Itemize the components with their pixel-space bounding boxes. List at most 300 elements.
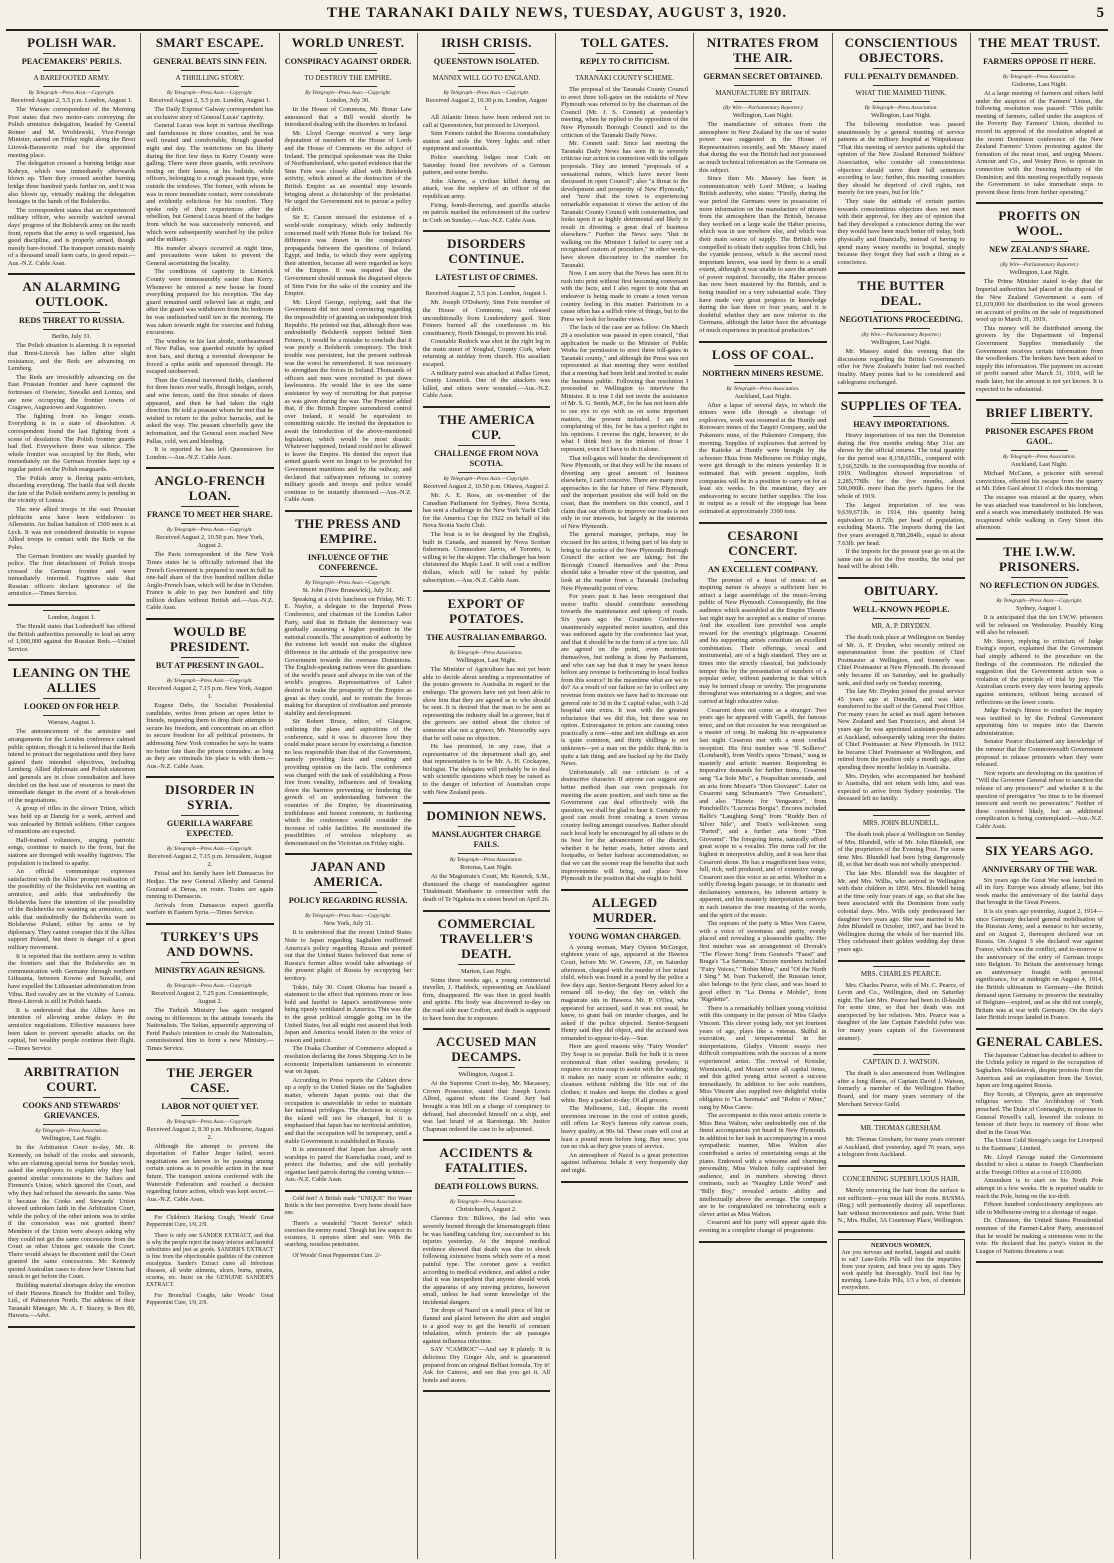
article bbox=[8, 1064, 135, 1320]
paragraph: The fighting front no longer exists. Everything is in a state of dissolution. A correspondent found the last fighting front a scene of desolation. The Polish frontier guards had fled. Everywhere there was silence. The whole frontier was occupied by the Reds, who immediately on the German frontier kept up a regular patrol on the Polish rearguards. bbox=[8, 412, 136, 473]
article-subhead: WHAT THE MAIMED THINK. bbox=[855, 89, 947, 97]
paragraph: The death took place at Wellington on Sunday of Mr. A. P. Dryden, who recently retired on superannuation from the position of Chief Postmaster at Wellington, and formerly was Chief Postmaster at New Plymouth. He deceased only became ill on Saturday, and he gradually sank, and died early on Sunday morning. bbox=[837, 633, 965, 687]
article-subhead: PEACEMAKERS' PERILS. bbox=[21, 57, 122, 66]
divider bbox=[873, 1054, 930, 1055]
article-credit: By Telegraph—Press Association. bbox=[35, 1128, 109, 1135]
paragraph: Mr. Thomas Gresham, for many years coroner at Auckland, died yesterday, aged 76 years, says a telegram from Auckland. bbox=[837, 1136, 965, 1159]
paragraph: That toll-gates will hinder the development of New Plymouth, or that they will be the means of diverting any great amount of business elsewhere, I can't conceive. There are many more approaches to the far future of New Plymouth, and the important position she will hold on the coast, than the members on this council, and I claim that our efforts to improve our roads is not only in our interests, but largely in the interests of New Plymouth. bbox=[561, 454, 689, 530]
article-dateline: Wellington, August 2. bbox=[458, 1071, 515, 1079]
paragraph: It is reported that the northern army is within the frontiers and that the Bolsheviks are in communication with Germany through northern Lithuania, between Kowno and Suwalki, and have expelled the Lithuanian administration from Vilna. Red cavalry are in the vicinity of Lomza. Brest-Litovsk is still in Polish hands. bbox=[8, 952, 136, 1006]
divider bbox=[734, 365, 791, 366]
article-dateline: Received August 2, 10.50 p.m. Ottawa, August 2. bbox=[423, 483, 550, 491]
article bbox=[976, 35, 1103, 196]
divider bbox=[181, 979, 238, 980]
section-rule bbox=[8, 1326, 135, 1328]
article-headline: ACCUSED MAN DECAMPS. bbox=[436, 1034, 537, 1065]
paragraph: Fifteen hundred confectionery employees are idle in Melbourne owing to a shortage of sugar. bbox=[975, 1201, 1103, 1216]
divider bbox=[43, 329, 100, 330]
article-subhead: INFLUENCE OF THE CONFERENCE. bbox=[307, 552, 389, 572]
article-subhead: ANNIVERSARY OF THE WAR. bbox=[981, 864, 1097, 874]
article-dateline: Auckland, Last Night. bbox=[734, 392, 792, 400]
section-rule bbox=[838, 1231, 965, 1233]
article-dateline: Wellington, Last Night. bbox=[456, 657, 517, 665]
section-rule bbox=[976, 1028, 1103, 1030]
paragraph: The Osaka Chamber of Commerce adopted a resolution declaring the Jones Shipping Act to be economic Imperialism tantamount to economic war on Japan. bbox=[284, 1045, 412, 1076]
paragraph: For years past it has been recognised that motor traffic should contribute something towards the maintenance and upkeep of roads. Six years ago the Counties Conference unanimously supported motor taxation, and this was endorsed again by the conference last year, and that it should be in the form of a tyre tax. All are agreed on the point, even motorists themselves, but nothing is done by Parliament, and who can say but that it may be years hence before any revenue is forthcoming to local bodies from this source? In the meantime what are we to do? As a result of our failure so far to collect any revenue from motors we have had to increase our general rate to 3d in the £ capital value, with 1-2d hospital rate extra. It was with the greatest reluctance that we did this, but there was no option. Extravagance in prices are causing rates practically a rent—nine and ten shillings an acre is quite common, and thirty shillings is not unknown—yet a man on the public think this is quite a fair thing, and are backed up by the Daily News. bbox=[561, 593, 689, 768]
article-headline: NITRATES FROM THE AIR. bbox=[706, 35, 820, 65]
paragraph: Mr. Lloyd George received a very large deputation of members of the House of Lords and the House of Commons on the subject of Ireland. The principal spokesman was the Duke of Northumberland, who quoted evidence that the Sinn Fein was closely allied with Bolshevik activity, which aimed at the destruction of the British Empire as an essential step towards bringing about a dictatorship of the proletariat. He urged the Government not to pursue a policy of drift. bbox=[284, 129, 412, 213]
divider bbox=[458, 445, 515, 446]
paragraph: Mrs. Charles Pearce, wife of Mr. C. Pearce, of Levin and Co., Wellington, died on Saturday night. The late Mrs. Pearce had been in ill-health for some time, so that her death was not unexpected by her relatives. Mrs. Pearce was a daughter of the late Captain Fairchild (who was for many years captain of the Government steamer). bbox=[837, 981, 965, 1042]
article-dateline: Received August 2, 7.25 p.m. Constantinople, August 2. bbox=[151, 989, 269, 1005]
article-headline: PROFITS ON WOOL. bbox=[998, 208, 1081, 239]
divider bbox=[1011, 450, 1068, 451]
divider bbox=[1011, 241, 1068, 242]
article-credit: By Telegraph—Press Association. bbox=[449, 857, 523, 864]
article-headline: SUPPLIES OF TEA. bbox=[840, 398, 962, 414]
paragraph: Since then Mr. Massey has been in communication with Lord Milner, a leading British authority, who states: "Firstly, during the war period the Germans were in possession of more information on the manufacture of nitrates from the atmosphere than the British, because they worked on a large scale the Haber process, which was in use nowhere else, and which was their main source of supply. The British were compelled to obtain their supplies from Chili, but the cyanide process, which is the second most important known, was used by them to a small extent, although it was unable to save the amount of power required. Secondly, the Haber process has now been mastered by the British, and is being installed on a very substantial scale. They have made very great progress in knowledge during the last three or four years, and it is doubtful whether they are now inferior to the Germans, although the latter have the advantage of much experience in practical production." bbox=[699, 175, 827, 335]
divider bbox=[873, 1120, 930, 1121]
paragraph: General Lucas was kept in various dwellings and farmhouses in three counties, and he was well treated and comfortable, though guarded night and day. The restrictions on his liberty during the first few days in Kerry County were galling. There were three guards, with revolvers resting on their knees, at his bedside, while officers, belonging to a rough peasant type, were outside the windows. The former, with whom he was in more immediate contact, were considerate and evidently solicitous for his comfort. They spoke only of their experiences after the rebellion, but General Lucas heard of the badges from which he was successively removed, and which were subsequently searched by the police and the military. bbox=[146, 122, 274, 244]
divider bbox=[43, 698, 100, 699]
paragraph: An official communique expresses satisfaction with the Allies' prompt realisation of the possibility of the Bolsheviks not wanting an armistice, and adds that undoubtedly the Bolsheviks have the intention of the possibility of the Bolsheviks not wanting an armistice, and adds that undoubtedly the Bolsheviks want to Bolshevise Poland, either by arms or by diplomacy. They cannot conquer this if the Allies support Poland, but there is danger of a great military movement. bbox=[8, 868, 136, 952]
divider bbox=[320, 576, 377, 577]
article bbox=[423, 412, 550, 584]
divider bbox=[458, 1195, 515, 1196]
section-rule bbox=[285, 510, 412, 512]
article-subhead: MRS. JOHN BLUNDELL. bbox=[862, 819, 940, 827]
article bbox=[838, 1171, 965, 1225]
divider bbox=[320, 909, 377, 910]
columns bbox=[6, 33, 1108, 1559]
divider bbox=[458, 53, 515, 54]
divider bbox=[458, 1178, 515, 1179]
column-3 bbox=[279, 33, 417, 1559]
article bbox=[423, 236, 550, 400]
paragraph: The Minister of Agriculture has not yet been able to decide about sending a representative of the potato growers to Australia in regard to the embargo. The growers have not yet been able to show him that they are agreed as to who should be sent. It is desired that the man to be sent as representing the industry shall be a grower, but if the growers are united about the choice of someone else not a grower, Mr. Nosworthy says that he will raise no objection. bbox=[422, 666, 550, 742]
article-subhead: WELL-KNOWN PEOPLE. bbox=[852, 604, 950, 614]
section-rule bbox=[699, 341, 826, 343]
article-dateline: Rotorua, Last Night. bbox=[460, 864, 513, 872]
divider bbox=[43, 53, 100, 54]
article-headline: EXPORT OF POTATOES. bbox=[447, 596, 526, 627]
article bbox=[423, 35, 550, 224]
divider bbox=[873, 618, 930, 619]
article-subhead: HEAVY IMPORTATIONS. bbox=[853, 420, 950, 430]
article-headline: DISORDERS CONTINUE. bbox=[447, 236, 526, 267]
divider bbox=[320, 53, 377, 54]
section-rule bbox=[146, 1209, 273, 1211]
article-dateline: Wellington, Last Night. bbox=[871, 339, 932, 347]
paragraph: Constable Rudock was shot in the right leg in the main street of Youghal, County Cork, when returning at midday from church. His assailant escaped. bbox=[422, 338, 550, 369]
paragraph: Mr. Lloyd George stated the Government decided to elect a statue to Joseph Chamberlain at the Foreign Office at a cost of £10,000. bbox=[975, 1153, 1103, 1176]
article bbox=[423, 808, 550, 903]
section-rule bbox=[838, 577, 965, 579]
article-dateline: Marton, Last Night. bbox=[460, 967, 512, 975]
article-subhead: QUEENSTOWN ISOLATED. bbox=[433, 57, 539, 66]
paragraph: Firing, bomb-throwing, and guerilla attacks on patrols marked the enforcement of the curfew in Cork on Sunday.—Aus.-N.Z. Cable Assn. bbox=[422, 201, 550, 224]
article-credit: By Telegraph—Press Assn.—Copyright. bbox=[166, 527, 253, 534]
paragraph: The new allied troops in the east Prussian plebiscite area have been withdrawn to Allenstein. An Italian battalion of 1500 men is at Lyck. It was not considered desirable to expose Allied troops to contact with the Reds or the Poles. bbox=[8, 505, 136, 551]
paragraph: The facts of the case are as follow: On March 29 a resolution was passed in open council, "that application be made to the Minister of Public Works for permission to erect three toll-gates in Taranaki county," and although the Press was not represented at that meeting they were notified that a meeting had been held and invited to make the business public. Following that resolution I proceeded to Wellington to interview the Minister. It is true I did not invite the assistance of Mr. S. G. Smith, M.P., for he has not been able to see eye to eye with us on some important matters, the present included. I am not complaining of this, for he has a perfect right to his opinions. I reverse the right, however, to do what I think best in the interest of those I represent, even if I have to do it alone. bbox=[561, 324, 689, 453]
article-headline: ALLEGED MURDER. bbox=[591, 894, 658, 925]
section-rule bbox=[8, 659, 135, 661]
divider bbox=[873, 101, 930, 102]
paragraph: The boat is to be designed by the English, built in Canada, and manned by Nova Scotian fishermen. Commodore Jarvis, of Toronto, is willing to be the skipper. The challenger has been christened the Maple Leaf. It will cost a million dollars, which will be raised by public subscription.—Aus.-N.Z. Cable Assn. bbox=[422, 531, 550, 584]
divider bbox=[43, 715, 100, 716]
paragraph: At the Supreme Court to-day, Mr. Macassey, Crown Prosecutor, stated that Joseph Lewis Alfred, against whom the Grand Jury had brought a true bill on a charge of conspiracy to defraud, had absconded himself on a ship, and was last heard of at Rarotonga. Mr. Justice Chapman ordered the case to be adjourned. bbox=[422, 1080, 550, 1133]
article-credit: By Telegraph—Press Association. bbox=[1002, 454, 1076, 461]
paragraph: Senator Pearce disclaimed any knowledge of the rumour that the Commonwealth Government proposed to release prisoners when they were released. bbox=[975, 738, 1103, 769]
article-dateline: Received August 2, 7.15 p.m. New York, August 1. bbox=[147, 685, 273, 701]
article bbox=[838, 398, 965, 571]
divider bbox=[181, 523, 238, 524]
paragraph: Mr. Massey stated this evening that the discussions regarding the British Government's offer for New Zealand's butter had not reached finality. Many points had to be considered and cablegrams exchanged. bbox=[837, 348, 965, 386]
article-subhead: BUT AT PRESENT IN GAOL. bbox=[155, 661, 264, 671]
paragraph: Sinn Feiners raided the Roscrea constabulary station and stole the Verey lights and other equipment and essentials. bbox=[422, 130, 550, 153]
divider bbox=[458, 646, 515, 647]
paragraph: A young woman, Mary Oyston McGregor, eighteen years of age, appeared at the Hawera Court, before Mr. W. Cowern, J.P., on Saturday afternoon, charged with the murder of her infant child, which was found in a pond by the police a few days ago. Senior-Sergeant Henry asked for a remand till to-day, the day on which the magistrate sits in Hawera. Mr. P. O'Dea, who appeared for accused, said it was not usual, he knew, to grant bail on murder charges, and he asked if the police objected. Senior-Sergeant Henry said they did object, and the accused was remanded to appear to-day.—Star. bbox=[561, 943, 689, 1042]
divider bbox=[873, 68, 930, 69]
article bbox=[146, 624, 273, 770]
advertisement: For Children's Hacking Cough, Woods' Great Peppermint Cure, 1/9, 2/9. bbox=[146, 1215, 274, 1229]
article bbox=[838, 583, 965, 803]
section-rule bbox=[561, 1181, 688, 1183]
article-credit: By Telegraph—Press Assn.—Copyright. bbox=[166, 982, 253, 989]
article-credit: By Telegraph—Press Assn.—Copyright. bbox=[305, 579, 392, 586]
paragraph: The Prime Minister stated to-day that the Imperial authorities had placed at the disposal of the New Zealand Government a sum of £1,619,000 for distribution to the wool growers on account of profits on the sale of requisitioned wool up to March 31, 1919. bbox=[975, 278, 1103, 324]
article-subhead: THE AUSTRALIAN EMBARGO. bbox=[426, 633, 547, 643]
article-headline: TOLL GATES. bbox=[580, 35, 669, 50]
divider bbox=[320, 892, 377, 893]
article bbox=[838, 35, 965, 266]
article-headline: ANGLO-FRENCH LOAN. bbox=[154, 473, 266, 504]
article-dateline: Sydney, August 1. bbox=[1016, 604, 1063, 612]
article-subhead: REPLY TO CRITICISM. bbox=[579, 57, 670, 66]
article-credit: (By Wire.—Parliamentary Reporter.) bbox=[723, 105, 803, 111]
article-dateline: Received August 2, 8.30 p.m. Melbourne, August 2. bbox=[146, 1125, 274, 1141]
article bbox=[838, 1120, 965, 1159]
section-rule bbox=[8, 1058, 135, 1060]
column-7 bbox=[832, 33, 970, 1559]
section-rule bbox=[8, 273, 135, 275]
article bbox=[285, 859, 412, 1184]
divider bbox=[43, 610, 100, 611]
article-subhead: CONCERNING SUPERFLUOUS HAIR. bbox=[842, 1175, 960, 1183]
paragraph: Unfortunately all our criticism is of a destructive character. If anyone can suggest any better method than our own proposals for meeting the acute position, and such time as the Government can deal effectively with the question, we shall be glad to hear it. Certainly no good can result from creating a town versus country feeling amongst ourselves. Rather should each local body be encouraged by all others to do its best for the advancement of the district, whether it be better roads, better streets and footpaths, or better harbour accommodation, so that we can the sooner reap the benefits that such improvements will bring, and place New Plymouth in the position that she ought to hold. bbox=[561, 768, 689, 883]
advertisement: Of Woods' Great Peppermint Cure. 2/- bbox=[292, 1253, 382, 1260]
divider bbox=[43, 86, 100, 87]
section-rule bbox=[423, 1028, 550, 1030]
section-rule bbox=[423, 1139, 550, 1141]
column-8 bbox=[970, 33, 1108, 1559]
divider bbox=[181, 815, 238, 816]
section-rule bbox=[838, 272, 965, 274]
article bbox=[838, 966, 965, 1043]
article-dateline: Received August 2, 7.15 p.m. Jerusalem, August 2. bbox=[147, 853, 272, 869]
article-headline: COMMERCIAL TRAVELLER'S DEATH. bbox=[437, 915, 536, 961]
article-dateline: Christchurch, August 2. bbox=[456, 1206, 517, 1214]
paragraph: At a large meeting of farmers and others held under the auspices of the Farmers' Union, the following resolution was passed: "This public meeting of farmers, called under the auspices of the Poverty Bay Farmers' Union, decided to record its approval of the resolution adopted at the recent Dominion conference of the New Zealand Farmers' Union protesting against the formation of the meat trust, and urging Messrs. Armour and Co., and Vestey Bros. to operate in connection with the freezing industry of the Dominion; and this meeting respectfully requests the Government to take immediate steps to prevent these firms from further operating." bbox=[975, 90, 1103, 196]
paragraph: The Japanese Cabinet has decided to adhere to the Uchida policy in regard to the occupation of Saghalien. Nikolaievsk, despite protests from the Americas and an explanation from the Soviet, Japan are long against Russia. bbox=[975, 1051, 1103, 1090]
divider bbox=[734, 68, 791, 69]
paragraph: The late Mr. Dryden joined the postal service 45 years ago at Dunedin, and was later transferred to the staff of the General Post Office. For many years he acted as mail agent between New Zealand and San Francisco, and about 14 years ago he was appointed assistant-postmaster at Auckland, subsequently taking over the duties of Chief Postmaster at New Plymouth. In 1912 he became Chief Postmaster at Wellington, and retired from the position only a month ago, after spending three months' holiday in Australia. bbox=[837, 688, 965, 772]
divider bbox=[458, 964, 515, 965]
article-headline: GENERAL CABLES. bbox=[976, 1033, 1103, 1049]
article-subhead: CONSPIRACY AGAINST ORDER. bbox=[284, 57, 412, 66]
article-credit: By Telegraph—Press Association. bbox=[449, 1199, 523, 1206]
article-headline: SIX YEARS AGO. bbox=[985, 842, 1094, 858]
paragraph: The announcement of the armistice and arrangements for the London conference calmed public opinion, though it is believed that the Reds intend to protract the negotiations until they have gained their intended objectives, including Lemberg. Allied diplomats and Polish statesmen and generals are in close consultation and have decided on the best use of resources to meet the immediate danger in the event of a break-down of the negotiations. bbox=[8, 728, 136, 804]
divider bbox=[458, 853, 515, 854]
paragraph: The delegation crossed a burning bridge near Kobryn, which was immediately afterwards blown up. Then they crossed another burning bridge three hundred yards further on, and it was also blown up, virtually making the delegation hostages in the hands of the Bolsheviks. bbox=[8, 160, 136, 206]
article-headline: CESARONI CONCERT. bbox=[727, 527, 799, 558]
article-headline: DOMINION NEWS. bbox=[426, 808, 547, 824]
article-dateline: Gisborne, Last Night. bbox=[1011, 81, 1068, 88]
paragraph: Amundsen is to start on his North Pole attempt in a few weeks. He is reported unable to reach the Pole, being on the ice-drift. bbox=[975, 1177, 1103, 1200]
section-rule bbox=[423, 230, 550, 232]
section-rule bbox=[146, 923, 273, 925]
paragraph: They state the attitude of certain parties towards conscientious objectors does not meet with their approval, for they are of opinion that had they developed a conscience during the war they would have been much better off today, both physically and financially, instead of having to spend many weary months in hospital, simply because they forgot they had such a thing as a conscience. bbox=[837, 197, 965, 266]
paragraph: According to Press reports the Cabinet drew up a reply to the United States on the Saghalien matter, wherein Japan points out that the occupation is unavoidable in order to maintain her national privileges. The decision to occupy the island will not be changed, but it is emphasised that Japan has no territorial ambition, and that the occupation will be temporary, until a stable Government is established in Russia. bbox=[284, 1076, 412, 1145]
article-subhead: FARMERS OPPOSE IT HERE. bbox=[983, 57, 1096, 66]
paragraph: New reports are developing on the question of "Will the Governor General refuse to sanction the release of any prisoners?" and whether it is the question of prerogative "no time is to be doomed innocent and worth no persecution." Neither of these considered likely, but an additional complication is being contemplated.—Aus.-N.Z. Cable Assn. bbox=[975, 769, 1103, 830]
divider bbox=[734, 85, 791, 86]
paragraph: Ter drops of Nazol on a small piece of lint or flannel and placed between the shirt and singlet is a good way to get the benefit of constant inhalation, which protects the air passages against influenza infection. bbox=[422, 1307, 550, 1345]
article bbox=[423, 1145, 550, 1384]
article-subhead: TARANAKI COUNTY SCHEME. bbox=[575, 74, 674, 82]
article-subhead: MINISTRY AGAIN RESIGNS. bbox=[154, 965, 265, 975]
article-credit: By Telegraph—Press Assn.—Copyright. bbox=[443, 476, 530, 483]
divider bbox=[43, 312, 100, 313]
advertisement: There is only one SANDER EXTRACT, and that is why the people reject the many inferior and harmful substitutes and just as goods. SANDER'S EXTRACT is free from the objectionable qualities of the common eucalyptus. Sander's Extract cures all infectious diseases, all wider ailments, ulcers, burns, sprains, eczema, etc. Insist on the GENUINE SANDER'S EXTRACT. bbox=[146, 1233, 274, 1289]
divider bbox=[458, 269, 515, 270]
article-dateline: Berlin, July 31. bbox=[51, 333, 92, 341]
section-rule bbox=[285, 853, 412, 855]
article-subhead: FULL PENALTY DEMANDED. bbox=[844, 72, 959, 81]
paragraph: The conditions of captivity in Limerick County were immeasurably easier than Kerry. Whenever he entered a new house he found everything prepared for his reception. The day guard remained until relieved late at night, and after the guard was withdrawn from his bedroom he was undisturbed until ten in the morning. He was taken towards night for exercise and fishing excursions. bbox=[146, 268, 274, 337]
article-dateline: Warsaw, August 1. bbox=[47, 719, 96, 727]
paragraph: Speaking at a civic luncheon on Friday, Mr. T. E. Naylor, a delegate to the Imperial Press Conference, and chairman of the London Labor Party, said that in Britain the democracy was gradually assuming a higher position in the national councils. The assumption of authority by the extreme left would not make the slightest difference in the attitude of the prospective new Government towards the overseas Dominions. The English-speaking nations were the guardians of the world's peace and always in the van of the world's progress. Representatives of Labor desired to make the prosperity of the Empire as great as they could, and to restrain the forces making for disruption of civilisation and promote stability and development. bbox=[284, 595, 412, 717]
paragraph: Six years ago the Great War was launched in all its fury. Europe was already aflame, but this week marks the anniversary of the fateful days that brought in the Great Powers. bbox=[975, 876, 1103, 907]
advertisement: For Bronchial Coughs, take Woods' Great Peppermint Cure, 1/9, 2/9. bbox=[146, 1293, 274, 1307]
divider bbox=[1011, 861, 1068, 862]
article-headline: ARBITRATION COURT. bbox=[23, 1064, 120, 1095]
paragraph: The Reds are irresistibly advancing on the East Prussian frontier and have captured the fortresses of Osowiec, Suwalki and Lomza, and are now occupying the frontier towns of Cragewo, Augustowo and Augustowo. bbox=[8, 373, 136, 412]
divider bbox=[873, 1171, 930, 1172]
advertisements bbox=[285, 1196, 412, 1260]
article-subhead: MANNIX WILL GO TO ENGLAND. bbox=[432, 74, 541, 82]
article-dateline: Received August 2, 5.5 p.m. London, August 1. bbox=[10, 97, 133, 104]
paragraph: The Daily Express' Galway correspondent has an exclusive story of General Lucas' captivity. bbox=[146, 106, 274, 121]
divider bbox=[458, 629, 515, 630]
column-6 bbox=[693, 33, 831, 1559]
article-subhead: REDS THREAT TO RUSSIA. bbox=[18, 316, 125, 326]
paragraph: The German frontiers are weakly guarded by police. The first detachment of Polish troops crossed the German frontier and were immediately interned. Fugitives state that Russian officers declare ignorance of the armistice.—Times Service. bbox=[8, 552, 136, 598]
paragraph: The Polish army is fleeing panic-stricken, discarding everything. The battle that will decide the fate of the Polish northern army is pending in the vicinity of Lomza. bbox=[8, 474, 136, 505]
divider bbox=[458, 286, 515, 287]
article-credit: By Telegraph—Press Assn.—Copyright. bbox=[166, 846, 253, 853]
column-5 bbox=[555, 33, 693, 1559]
article-credit: By Telegraph—Press Association. bbox=[1002, 74, 1076, 80]
paragraph: The manufacture of nitrates from the atmosphere in New Zealand by the use of water power was suggested in the House of Representatives recently, and Mr. Massey stated that during the war the British had not possessed as much technical information as the Germans on this subject. bbox=[699, 121, 827, 174]
article-headline: BRIEF LIBERTY. bbox=[985, 405, 1093, 421]
paragraph: Sir Robert Bruce, editor, of Glasgow, outlining the plans and aspirations of the conference, said it was to discover how they could make peace secure by exercising a function no less responsible than that of the Government, namely providing facts and creating and providing opinion on the facts. The conference was charged with the task of establishing a Press free from venality, influences and of breaking down the barriers preventing or hindering the growth of an understanding between the countries of the Empire, by disseminating truthfulness and honest comment, in furthering which the conference would consider the increase of cable facilities. He mentioned the possibilities of wireless telephony as demonstrated on the Victorian on Friday night. bbox=[284, 718, 412, 847]
article-subhead: CHALLENGE FROM NOVA SCOTIA. bbox=[434, 449, 539, 469]
paragraph: Although the attempt to prevent the deportation of Father Jerger failed, secret negotiations are known to be passing among certain unions as to possible action in the near future. The transport unions conferred with the Waterside Federation and reached a decision regarding future action, which was kept secret.—Aus.-N.Z. Cable Assn. bbox=[146, 1142, 274, 1203]
article-subhead: MANSLAUGHTER CHARGE FAILS. bbox=[431, 830, 541, 850]
article-credit: By Telegraph—Press Association. bbox=[864, 105, 938, 111]
article-credit: By Telegraph—Press Assn.—Copyright. bbox=[166, 678, 253, 685]
divider bbox=[1011, 423, 1068, 424]
article bbox=[146, 929, 273, 1053]
article-credit: By Telegraph—Press Assn.—Copyright. bbox=[166, 90, 253, 96]
section-rule bbox=[838, 392, 965, 394]
divider bbox=[458, 472, 515, 473]
paragraph: In the House of Commons, Mr. Bonar Law announced that a Bill would shortly be introduced dealing with the disorders in Ireland. bbox=[284, 106, 412, 129]
article bbox=[146, 1065, 273, 1204]
paragraph: Cesaroni and his party will appear again this evening in a complete change of programme. bbox=[699, 1219, 827, 1234]
divider bbox=[596, 53, 653, 54]
paragraph: The Polish situation is alarming. It is reported that Brest-Litovsk has fallen after slight resistance, and the Reds are advancing on Lemberg. bbox=[8, 342, 136, 373]
article-headline: IRISH CRISIS. bbox=[441, 35, 532, 50]
article-dateline: London, August 1. bbox=[47, 614, 96, 622]
article-dateline: Received August 2, 5.5 p.m. London, August 1. bbox=[149, 97, 271, 104]
divider bbox=[181, 1115, 238, 1116]
article bbox=[8, 35, 135, 267]
article-headline: LEANING ON THE ALLIES bbox=[12, 665, 131, 696]
article-headline: TURKEY'S UPS AND DOWNS. bbox=[160, 928, 259, 959]
paragraph: Sir E. Carson stressed the existence of a world-wide conspiracy, which only indirectly concerned itself with Home Rule for Ireland. No difference was drawn in the conspirators' propaganda between the questions of Ireland, Egypt, and India, to which they were applying their attention, because all were regarded as keys of the Empire. It was required that the Government should unmask the disguised objects of Sinn Fein for the sake of the country and the Empire. bbox=[284, 214, 412, 298]
section-rule bbox=[976, 202, 1103, 204]
paragraph: Feisal and his family have left Damascus for Hedjaz. The new General Allenby and General Gouraud at Deraa, en route. Trains are again running to Damascus. bbox=[146, 870, 274, 901]
article-credit: By Telegraph—Press Association. bbox=[449, 650, 523, 657]
paragraph: The Herald states that Lodendorff has offered the British authorities personally to lead an army of 1,000,000 against the Russian Reds.—United Service. bbox=[8, 623, 136, 653]
article-dateline: Wellington, Last Night. bbox=[732, 112, 793, 119]
article bbox=[8, 610, 135, 653]
article-headline: THE AMERICA CUP. bbox=[437, 412, 535, 443]
divider bbox=[181, 1098, 238, 1099]
paragraph: At the Magistrate's Court, Mr. Kenrick, S.M., dismissed the charge of manslaughter against Tinakimaiti Matehaere in connection with the death of Te Ngahuia in a street brawl on April 26. bbox=[422, 873, 550, 904]
article-subhead: A THRILLING STORY. bbox=[175, 74, 245, 82]
paragraph: It is understood that the recent United States Note to Japan regarding Saghalien reaffirmed America's policy regarding Russia and pointed out that the United States believed that none of Russia's former allies would take advantage of the present plight of Russia by occupying her territory. bbox=[284, 929, 412, 983]
article-dateline: Received August 2, 10.50 p.m. New York, August 2. bbox=[155, 534, 264, 550]
divider bbox=[181, 70, 238, 71]
divider bbox=[596, 70, 653, 71]
paragraph: An atmosphere of Nazol is a great protection against influenza. Inhale it very frequently day and night. bbox=[561, 1151, 689, 1174]
article-subhead: LATEST LIST OF CRIMES. bbox=[435, 273, 538, 283]
article-subhead: NEW ZEALAND'S SHARE. bbox=[989, 245, 1090, 255]
article-subhead: POLICY REGARDING RUSSIA. bbox=[288, 896, 408, 906]
paragraph: The death is also announced from Wellington after a long illness, of Captain David J. Watson, formerly a member of the Wellington Harbor Board, and for many years secretary of the Merchant Service Guild. bbox=[837, 1070, 965, 1108]
paragraph: The escapee was missed at the quarry, when he was attached was transferred to his luncheon, and a search was immediately instituted. He was recaptured while walking in Grey Street this afternoon. bbox=[975, 494, 1103, 532]
paragraph: Mr. A. E. Ross, an ex-member of the Canadian Parliament for Sydney, Nova Scotia, has sent a challenge to the New York Yacht Club for the America Cup for 1922 on behalf of the Nova Scotia Yacht Club. bbox=[422, 492, 550, 530]
article-dateline: Received August 2, 10.30 p.m. London, August 1. bbox=[425, 97, 548, 112]
divider bbox=[1011, 53, 1068, 54]
paragraph: Heavy importations of tea into the Dominion during the five months ending May 31st are shown by the official returns. The total quantity for the period was 8,158,655lb., compared with 3,166,526lb. in the corresponding five months of 1919. Wellington showed importations of 2,285,778lb. for the five months, about 500,000lb. more than the port's figures for the whole of 1919. bbox=[837, 432, 965, 500]
article bbox=[699, 35, 826, 335]
article-headline: WOULD BE PRESIDENT. bbox=[170, 624, 250, 655]
article-subhead: MR. THOMAS GRESHAM. bbox=[860, 1124, 942, 1133]
article bbox=[976, 1034, 1103, 1255]
column-4 bbox=[417, 33, 555, 1559]
paragraph: SAY "CAMROC"—And say it plainly. It is delicious Dry Ginger Ale, and is guaranteed prepared from an original Belfast formula. Try it! Ask for Camroc, and see that you get it. All hotels and stores. bbox=[422, 1346, 550, 1384]
paragraph: The Union Cold Storage's cargo for Liverpool is the Eastmans', Limited. bbox=[975, 1137, 1103, 1152]
section-rule bbox=[976, 837, 1103, 839]
paragraph: Mr. Joseph O'Doherty, Sinn Fein member of the House of Commons, was released unconditionally from Londonderry gaol. Sinn Feiners burned all the courthouses in his constituency, North Donegal, to prevent his trial. bbox=[422, 299, 550, 337]
paragraph: It is announced that Japan has already sent warships to patrol the Kamchatka coast, and to protect the fisheries, and she will probably organise land patrols during the coming winter.—Aus.-N.Z. Cable Assn. bbox=[284, 1146, 412, 1184]
paragraph: Mr. Lloyd George, replying, said that the Government did not need convincing regarding the impossibility of granting an independent Irish Republic. He pointed out that, although there was undoubtedly Bolshevik support behind Sinn Feiners, it would be a mistake to conclude that it was purely a Bolshevik conspiracy. The Irish trouble was persistent, but the present outbreak was the worst he remembered. It was necessary to strengthen the forces in Ireland. Thousands of officers and men were recruited to put down lawlessness. He would like to see the same assistance by way of recruiting for that purpose as was given during the war. The Premier added that, if the British Empire surrendered control over Ireland, it would be equivalent to committing suicide. He invited the deputation to await the introduction of the above-mentioned legislation, which would be most drastic. Whatever happened, Ireland could not be allowed to leave the Empire. He denied the report that armed guards were no longer to be provided for Government munitions and by the railway, and declared that railwaymen refusing to convey military goods and troops and police would continue to be instantly dismissed.—Aus.-N.Z. Cable Assn. bbox=[284, 298, 412, 504]
article-headline: WORLD UNREST. bbox=[291, 35, 405, 50]
divider bbox=[181, 674, 238, 675]
divider bbox=[734, 382, 791, 383]
paragraph: Michael McCann, a prisoner with several convictions, effected his escape from the quarry at Mt. Eden Gaol about 11 o'clock this morning. bbox=[975, 470, 1103, 493]
paragraph: It is anticipated that the ten I.W.W. prisoners will be released on Wednesday. Possibly King will also be released. bbox=[975, 613, 1103, 637]
masthead-title: THE TARANAKI DAILY NEWS, TUESDAY, AUGUST 3, 1920. bbox=[326, 5, 788, 21]
paragraph: Then the General traversed fields, clambered for three hours over walls, through hedges, scrub, and wire fences, until the first streaks of dawn appeared, and then he had taken the right direction. He told a peasant whom he met that he wished to return to the police barracks, and he asked the way. The peasant cheerfully gave the information, and the General soon reached New Pallas, cold, wet and bleeding. bbox=[146, 376, 274, 445]
article bbox=[838, 1054, 965, 1108]
divider bbox=[873, 311, 930, 312]
article bbox=[976, 544, 1103, 831]
paragraph: Arrivals from Damascus expect guerilla warfare in Eastern Syria.—Times Service. bbox=[146, 901, 274, 917]
divider bbox=[181, 86, 238, 87]
section-rule bbox=[976, 1261, 1103, 1263]
article-subhead: LABOR NOT QUIET YET. bbox=[161, 1101, 259, 1111]
masthead bbox=[6, 3, 1108, 31]
paragraph: A group of rifles in the slower Triton, which was held up at Danzig for a week, arrived and was unloaded by British soldiers. Other cargoes of munitions are expected. bbox=[8, 805, 136, 836]
article-subhead: DEATH FOLLOWS BURNS. bbox=[434, 1182, 539, 1192]
article-subhead: NORTHERN MINERS RESUME. bbox=[702, 368, 824, 378]
paragraph: John Aherne, a civilian killed during an attack, was the nephew of an officer of the republican army. bbox=[422, 177, 550, 200]
paragraph: He has promised, in any case, that a representative of the department shall go, and that representative is to be Mr. A. H. Cockayne, biologist. The delegates will probably be to deal with scientific questions which may be raised as to the danger of infection of Australian crops with New Zealand pests. bbox=[422, 743, 550, 796]
divider bbox=[873, 966, 930, 967]
article-headline: THE PRESS AND EMPIRE. bbox=[295, 515, 401, 546]
article-dateline: Wellington, Last Night. bbox=[41, 1135, 102, 1143]
paragraph: The death took place at Wellington on Sunday of Mrs. Blundell, wife of Mr. John Blundell, one of the proprietors of the Evening Post. For some time Mrs. Blundell had been lying dangerously ill, so that her death was not wholly unexpected. bbox=[837, 831, 965, 869]
article-credit: By Telegraph—Press Assn.—Copyright. bbox=[166, 1118, 253, 1125]
article-subhead: GENERAL BEATS SINN FEIN. bbox=[153, 57, 267, 66]
section-rule bbox=[423, 406, 550, 408]
article-dateline: Wellington, Last Night. bbox=[871, 112, 932, 119]
divider bbox=[320, 86, 377, 87]
article bbox=[838, 815, 965, 954]
paragraph: His transfer always occurred at night time, and precautions were taken to prevent the General ascertaining the locality. bbox=[146, 244, 274, 267]
divider bbox=[1011, 577, 1068, 578]
article bbox=[285, 35, 412, 504]
divider bbox=[1011, 70, 1068, 71]
article-subhead: GERMAN SECRET OBTAINED. bbox=[703, 72, 823, 81]
divider bbox=[43, 1097, 100, 1098]
paragraph: This money will be distributed among the growers by the Department of Imperial Government Supplies immediately the Government receives certain information from the woolbrokers. The brokers have been asked to supply this information. The payment on account of profit earned after March 31, 1919, will be made later, but the amount is not yet known. It is expected to be substantial. bbox=[975, 324, 1103, 393]
paragraph: Now, I am sorry that the News has seen fit to rush into print without first becoming conversant with the facts, and I also regret to note that an endeavor is being made to create a town versus country feeling in this matter. Patriotism to a cause often has a selfish view of things, but to the Press we look for broader views. bbox=[561, 270, 689, 323]
paragraph: It is six years ago yesterday, August 2, 1914—since Germany declared general mobilisation of the Russian Army, and a menace to her security, and on August 2, thereupon declared war on Russia. On August 3 she declared war against France, which was the conflict, and to-morrow is the anniversary of the entry of German troops into Belgium. To Britain the anniversary brings an anniversary fraught with personal significance, for at midnight on August 4, 1914, the British ultimatum to Germany—the British demand upon Germany to preserve the neutrality of Belgium—expired, and as she did not comply, Britain was at war with Germany. On the day's later British troops landed in France. bbox=[975, 907, 1103, 1022]
divider bbox=[734, 561, 791, 562]
advert-box-text: Are you nervous and morbid, languid and unable to eat? Lane-Eolis Pills will free the impurities from your system, and brace you up again. They work quietly but thoroughly. You'll feel fine by morning. Lane-Eolis Pills, 1/3 a box, of chemists everywhere. bbox=[841, 1249, 961, 1291]
section-rule bbox=[838, 809, 965, 811]
article bbox=[423, 916, 550, 1023]
article-headline: AN ALARMING OUTLOOK. bbox=[22, 279, 121, 310]
article-subhead: PRISONER ESCAPES FROM GAOL. bbox=[985, 427, 1094, 447]
section-rule bbox=[699, 1241, 826, 1243]
article-headline: THE I.W.W. PRISONERS. bbox=[999, 543, 1080, 574]
divider bbox=[458, 86, 515, 87]
section-rule bbox=[976, 399, 1103, 401]
section-rule bbox=[838, 1048, 965, 1050]
divider bbox=[873, 328, 930, 329]
divider bbox=[873, 815, 930, 816]
paragraph: Boy Scouts, at Olympia, gave an impressive religious service. The Archbishop of York preached. The Duke of Connaught, in response to General Powell's call, lowered the colours in honour of their boys in memory of those who died in the Great War. bbox=[975, 1090, 1103, 1136]
paragraph: The largest importation of tea was 9,639,671lb. in 1914, this quantity being equivalent to 8.72lb. per head of population, excluding Maoris. The imports during the last five years averaged 8,788,284lb., equal to about 7.63lb. per head. bbox=[837, 501, 965, 547]
